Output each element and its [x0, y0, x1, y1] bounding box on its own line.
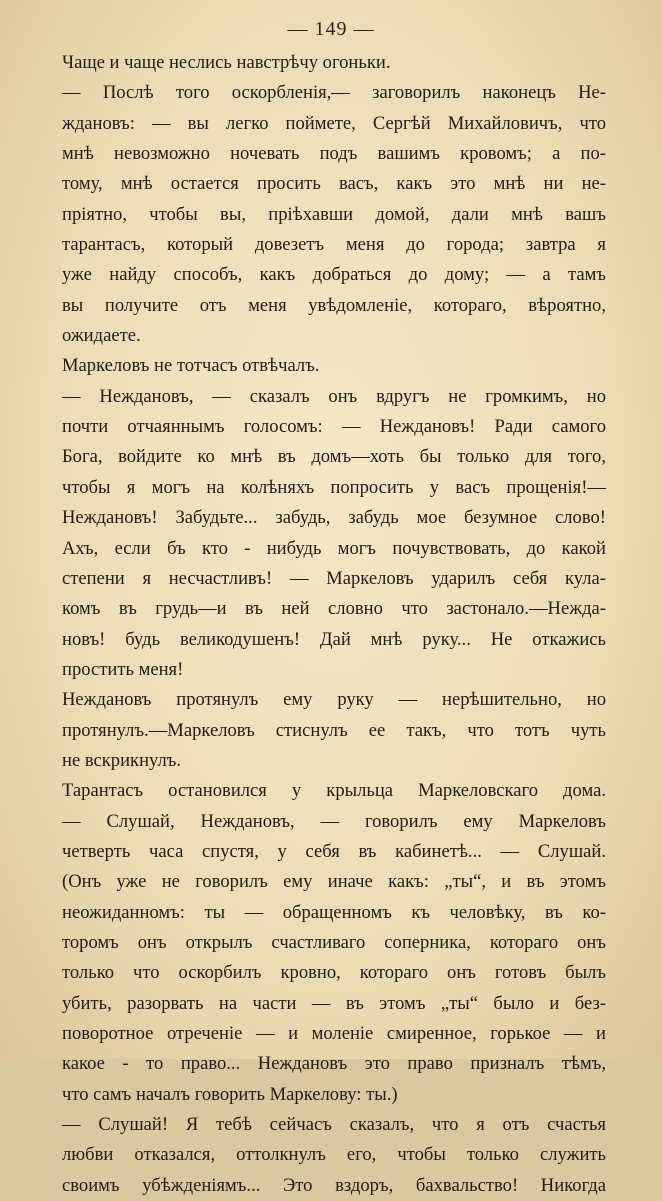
- text-line: почти отчаяннымъ голосомъ: — Неждановъ! Ради самого: [62, 416, 606, 438]
- text-line: тому, мнѣ остается просить васъ, какъ это мнѣ ни не-: [62, 173, 606, 195]
- text-line: — Неждановъ, — сказалъ онъ вдругъ не громкимъ, но: [62, 385, 606, 407]
- text-line: Маркеловъ не тотчасъ отвѣчалъ.: [62, 355, 320, 377]
- text-line: поворотное отреченіе — и моленіе смиренное, горькое — и: [62, 1023, 606, 1044]
- text-line: ожидаете.: [62, 325, 141, 347]
- text-line: степени я несчастливъ! — Маркеловъ ударилъ себя кула-: [62, 567, 606, 589]
- text-line: не вскрикнулъ.: [62, 749, 182, 771]
- text-line: торомъ онъ открылъ счастливаго соперника, котораго онъ: [62, 931, 606, 953]
- text-line: Неждановъ! Забудьте... забудь, забудь мое безумное слово!: [62, 507, 606, 529]
- text-line: (Онъ уже не говорилъ ему иначе какъ: „ты“, и въ этомъ: [62, 871, 606, 893]
- text-line: новъ! будь великодушенъ! Дай мнѣ руку... Не откажись: [62, 628, 606, 650]
- text-line: пріятно, чтобы вы, пріѣхавши домой, дали мнѣ вашъ: [62, 203, 606, 225]
- text-line: простить меня!: [62, 658, 184, 680]
- text-line: чтобы я могъ на колѣняхъ попросить у васъ прощенія!—: [62, 476, 606, 498]
- text-line: Ахъ, если бъ кто - нибудь могъ почувствовать, до какой: [62, 537, 606, 559]
- text-line: убить, разорвать на части — въ этомъ „ты“ было и без-: [62, 992, 606, 1014]
- text-line: комъ въ грудь—и въ ней словно что застонало.—Нежда-: [62, 598, 606, 620]
- text-line: тарантасъ, который довезетъ меня до города; завтра я: [62, 234, 606, 256]
- text-line: протянулъ.—Маркеловъ стиснулъ ее такъ, что тотъ чуть: [62, 719, 606, 741]
- text-line: только что оскорбилъ кровно, котораго онъ готовъ былъ: [62, 962, 606, 984]
- text-line: Тарантасъ остановился у крыльца Маркеловскаго дома.: [62, 780, 606, 802]
- text-line: Бога, войдите ко мнѣ въ домъ—хоть бы только для того,: [62, 446, 606, 468]
- text-line: вы получите отъ меня увѣдомленіе, котораго, вѣроятно,: [62, 294, 606, 316]
- text-line: какое - то право... Неждановъ это право призналъ тѣмъ,: [62, 1053, 606, 1075]
- page-number: — 149 —: [287, 18, 375, 40]
- page-text: [62, 48, 606, 1201]
- text-line: Неждановъ протянулъ ему руку — нерѣшительно, но: [62, 689, 606, 711]
- text-line: — Слушай! Я тебѣ сейчасъ сказалъ, что я отъ счастья: [62, 1114, 606, 1136]
- text-line: Чаще и чаще неслись навстрѣчу огоньки.: [62, 52, 391, 73]
- text-line: неожиданномъ: ты — обращенномъ къ человѣку, въ ко-: [62, 901, 606, 923]
- text-line: что самъ началъ говорить Маркелову: ты.): [62, 1083, 398, 1105]
- text-line: — Слушай, Неждановъ, — говорилъ ему Маркеловъ: [62, 810, 606, 832]
- text-line: ждановъ: — вы легко поймете, Сергѣй Михайловичъ, что: [62, 112, 606, 134]
- text-line: четверть часа спустя, у себя въ кабинетѣ... — Слушай.: [62, 840, 606, 862]
- text-line: уже найду способъ, какъ добраться до дому; — а тамъ: [62, 264, 606, 286]
- text-line: — Послѣ того оскорбленія,— заговорилъ наконецъ Не-: [62, 82, 606, 104]
- text-line: любви отказался, оттолкнулъ его, чтобы только служить: [62, 1144, 606, 1166]
- text-line: своимъ убѣжденіямъ... Это вздоръ, бахвальство! Никогда: [62, 1174, 606, 1196]
- text-line: мнѣ невозможно ночевать подъ вашимъ кровомъ; а по-: [62, 143, 606, 165]
